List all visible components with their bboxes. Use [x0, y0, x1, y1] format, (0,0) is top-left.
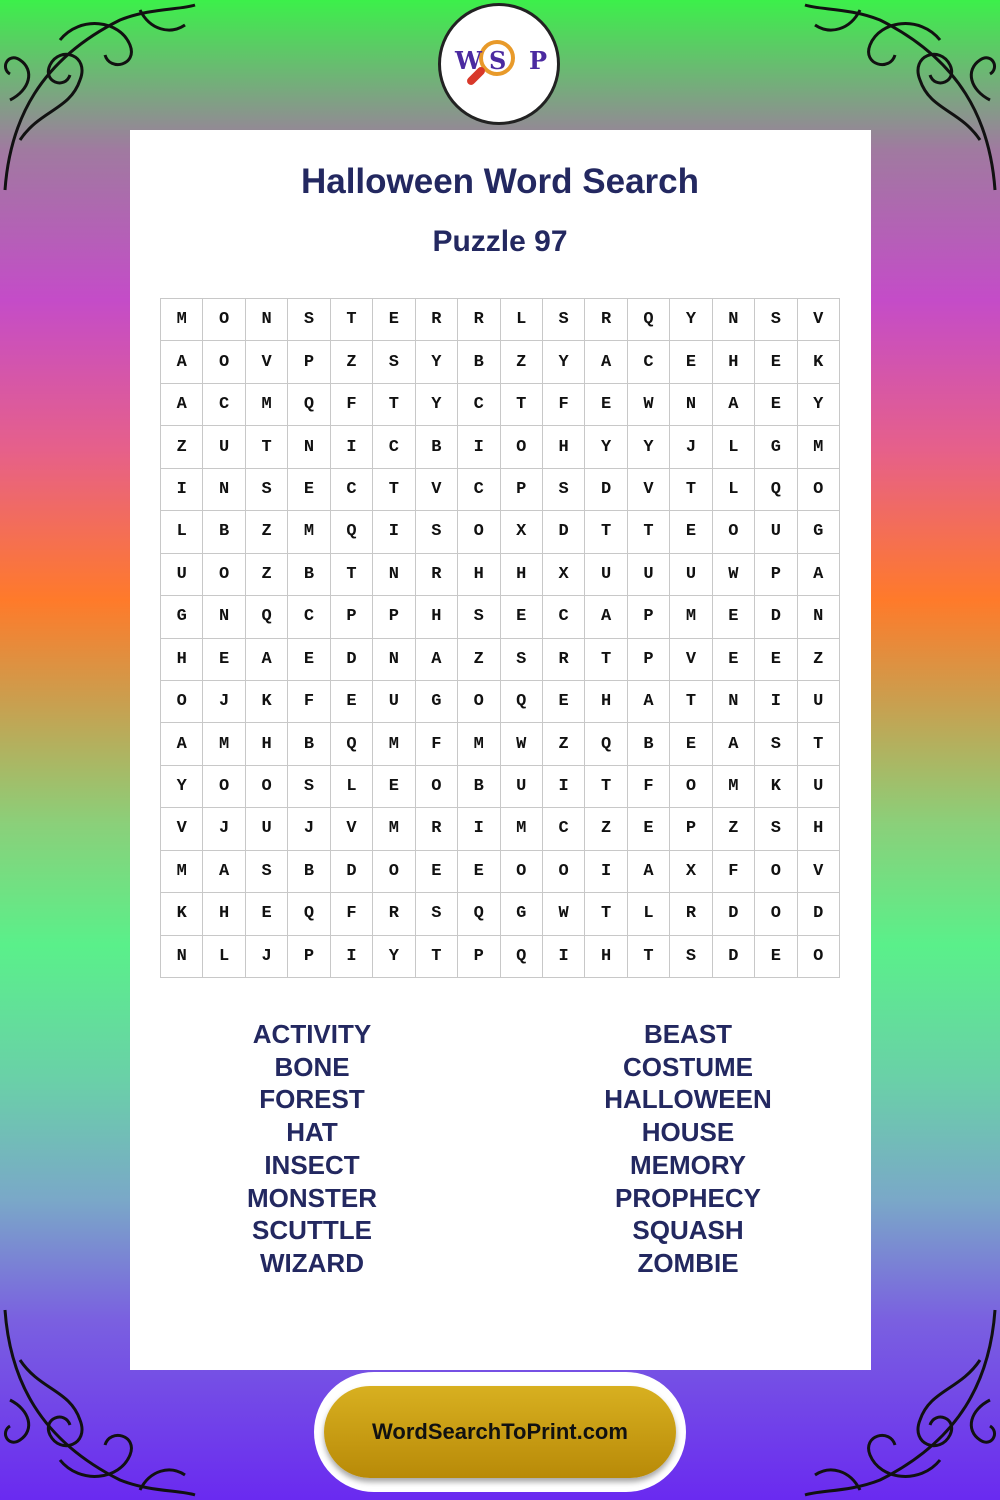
- grid-cell: T: [585, 639, 627, 681]
- grid-cell: G: [161, 596, 203, 638]
- grid-cell: S: [288, 299, 330, 341]
- grid-cell: M: [501, 808, 543, 850]
- word-list-item: MONSTER: [247, 1182, 377, 1213]
- grid-cell: H: [161, 639, 203, 681]
- grid-cell: S: [755, 299, 797, 341]
- grid-cell: R: [416, 554, 458, 596]
- grid-cell: W: [713, 554, 755, 596]
- grid-cell: O: [755, 893, 797, 935]
- word-list-right: [538, 1018, 838, 1280]
- grid-cell: A: [628, 851, 670, 893]
- grid-cell: T: [670, 681, 712, 723]
- grid-cell: Q: [755, 469, 797, 511]
- grid-cell: S: [416, 893, 458, 935]
- grid-cell: N: [161, 936, 203, 978]
- grid-cell: T: [585, 511, 627, 553]
- grid-cell: E: [203, 639, 245, 681]
- word-list-item: MEMORY: [629, 1149, 747, 1180]
- grid-cell: T: [628, 511, 670, 553]
- logo-letter-p: P: [529, 46, 548, 75]
- grid-cell: C: [331, 469, 373, 511]
- grid-cell: Q: [458, 893, 500, 935]
- grid-cell: A: [203, 851, 245, 893]
- grid-cell: U: [585, 554, 627, 596]
- grid-cell: E: [670, 511, 712, 553]
- grid-cell: S: [416, 511, 458, 553]
- grid-cell: L: [713, 469, 755, 511]
- grid-cell: W: [628, 384, 670, 426]
- grid-cell: S: [501, 639, 543, 681]
- grid-cell: M: [288, 511, 330, 553]
- grid-cell: N: [373, 554, 415, 596]
- grid-cell: F: [713, 851, 755, 893]
- grid-cell: T: [585, 893, 627, 935]
- grid-cell: O: [203, 299, 245, 341]
- grid-cell: P: [628, 596, 670, 638]
- grid-cell: E: [628, 808, 670, 850]
- grid-cell: O: [798, 936, 840, 978]
- grid-cell: Q: [288, 893, 330, 935]
- grid-cell: C: [203, 384, 245, 426]
- grid-cell: K: [246, 681, 288, 723]
- grid-cell: R: [416, 808, 458, 850]
- grid-cell: T: [246, 426, 288, 468]
- grid-cell: H: [458, 554, 500, 596]
- grid-cell: B: [458, 341, 500, 383]
- grid-cell: Q: [585, 723, 627, 765]
- grid-cell: X: [670, 851, 712, 893]
- grid-cell: L: [501, 299, 543, 341]
- grid-cell: B: [416, 426, 458, 468]
- website-link-button[interactable]: [324, 1386, 676, 1478]
- grid-cell: L: [203, 936, 245, 978]
- grid-cell: A: [585, 341, 627, 383]
- grid-cell: H: [416, 596, 458, 638]
- grid-cell: U: [628, 554, 670, 596]
- grid-cell: C: [543, 596, 585, 638]
- word-list-item: INSECT: [264, 1149, 360, 1180]
- grid-cell: S: [543, 469, 585, 511]
- grid-cell: O: [798, 469, 840, 511]
- word-list-left: [162, 1018, 462, 1280]
- site-logo: [438, 3, 560, 125]
- grid-cell: D: [713, 936, 755, 978]
- grid-cell: O: [416, 766, 458, 808]
- grid-cell: C: [373, 426, 415, 468]
- grid-cell: M: [373, 723, 415, 765]
- grid-cell: L: [628, 893, 670, 935]
- grid-cell: Q: [501, 936, 543, 978]
- grid-cell: V: [331, 808, 373, 850]
- grid-cell: U: [246, 808, 288, 850]
- grid-cell: T: [373, 469, 415, 511]
- grid-cell: E: [373, 299, 415, 341]
- grid-cell: P: [458, 936, 500, 978]
- grid-cell: N: [670, 384, 712, 426]
- grid-cell: A: [416, 639, 458, 681]
- grid-cell: P: [288, 341, 330, 383]
- grid-cell: H: [246, 723, 288, 765]
- grid-cell: O: [203, 766, 245, 808]
- grid-cell: H: [798, 808, 840, 850]
- grid-cell: M: [713, 766, 755, 808]
- grid-cell: R: [458, 299, 500, 341]
- grid-cell: F: [628, 766, 670, 808]
- grid-cell: E: [713, 639, 755, 681]
- grid-cell: Z: [713, 808, 755, 850]
- grid-cell: I: [373, 511, 415, 553]
- grid-cell: O: [246, 766, 288, 808]
- grid-cell: T: [585, 766, 627, 808]
- logo-mark: [449, 34, 549, 94]
- grid-cell: G: [416, 681, 458, 723]
- grid-cell: D: [543, 511, 585, 553]
- grid-cell: U: [203, 426, 245, 468]
- grid-cell: Z: [246, 554, 288, 596]
- grid-cell: M: [458, 723, 500, 765]
- grid-cell: M: [246, 384, 288, 426]
- word-list-item: WIZARD: [260, 1247, 364, 1278]
- word-list-item: ACTIVITY: [252, 1019, 372, 1049]
- grid-cell: N: [288, 426, 330, 468]
- grid-cell: S: [543, 299, 585, 341]
- grid-cell: Y: [628, 426, 670, 468]
- grid-cell: Z: [246, 511, 288, 553]
- grid-cell: B: [288, 723, 330, 765]
- grid-cell: R: [585, 299, 627, 341]
- grid-cell: U: [670, 554, 712, 596]
- logo-letter-s: S: [489, 46, 507, 75]
- grid-cell: B: [288, 851, 330, 893]
- grid-cell: Y: [585, 426, 627, 468]
- word-list-item: SCUTTLE: [252, 1215, 372, 1246]
- grid-cell: A: [798, 554, 840, 596]
- grid-cell: E: [288, 469, 330, 511]
- grid-cell: I: [458, 808, 500, 850]
- grid-cell: F: [331, 384, 373, 426]
- word-list-item: COSTUME: [623, 1051, 753, 1082]
- grid-cell: N: [246, 299, 288, 341]
- grid-cell: O: [203, 554, 245, 596]
- grid-cell: P: [373, 596, 415, 638]
- grid-cell: X: [501, 511, 543, 553]
- grid-cell: J: [203, 808, 245, 850]
- page-title: Halloween Word Search: [300, 162, 700, 201]
- grid-cell: N: [713, 681, 755, 723]
- grid-cell: O: [755, 851, 797, 893]
- grid-cell: H: [501, 554, 543, 596]
- grid-cell: M: [798, 426, 840, 468]
- grid-cell: A: [585, 596, 627, 638]
- grid-cell: Q: [501, 681, 543, 723]
- grid-cell: Y: [670, 299, 712, 341]
- grid-cell: L: [331, 766, 373, 808]
- grid-cell: H: [585, 936, 627, 978]
- grid-cell: D: [798, 893, 840, 935]
- grid-cell: E: [755, 384, 797, 426]
- grid-cell: B: [628, 723, 670, 765]
- grid-cell: E: [755, 639, 797, 681]
- grid-cell: P: [501, 469, 543, 511]
- grid-cell: Q: [331, 511, 373, 553]
- grid-cell: K: [161, 893, 203, 935]
- grid-cell: E: [670, 723, 712, 765]
- grid-cell: Z: [585, 808, 627, 850]
- grid-cell: D: [585, 469, 627, 511]
- grid-cell: N: [203, 596, 245, 638]
- grid-cell: Q: [628, 299, 670, 341]
- grid-cell: O: [458, 681, 500, 723]
- grid-cell: K: [798, 341, 840, 383]
- grid-cell: V: [161, 808, 203, 850]
- grid-cell: Z: [798, 639, 840, 681]
- grid-cell: V: [628, 469, 670, 511]
- grid-cell: E: [246, 893, 288, 935]
- grid-cell: Q: [288, 384, 330, 426]
- grid-cell: U: [161, 554, 203, 596]
- grid-cell: O: [670, 766, 712, 808]
- grid-cell: K: [755, 766, 797, 808]
- grid-cell: H: [585, 681, 627, 723]
- grid-cell: M: [203, 723, 245, 765]
- word-list-item: BEAST: [643, 1019, 733, 1049]
- grid-cell: I: [161, 469, 203, 511]
- grid-cell: B: [458, 766, 500, 808]
- grid-cell: R: [543, 639, 585, 681]
- grid-cell: Z: [501, 341, 543, 383]
- grid-cell: G: [755, 426, 797, 468]
- grid-cell: Y: [416, 341, 458, 383]
- grid-cell: C: [543, 808, 585, 850]
- grid-cell: A: [161, 384, 203, 426]
- grid-cell: J: [288, 808, 330, 850]
- grid-cell: E: [670, 341, 712, 383]
- grid-cell: I: [585, 851, 627, 893]
- grid-cell: Z: [543, 723, 585, 765]
- grid-cell: Y: [373, 936, 415, 978]
- word-list-item: FOREST: [259, 1084, 365, 1115]
- grid-cell: I: [543, 766, 585, 808]
- grid-cell: H: [713, 341, 755, 383]
- grid-cell: E: [501, 596, 543, 638]
- word-list-item: PROPHECY: [615, 1182, 761, 1213]
- grid-cell: L: [713, 426, 755, 468]
- grid-cell: I: [331, 936, 373, 978]
- puzzle-number: Puzzle 97: [432, 225, 568, 258]
- word-list-item: HOUSE: [641, 1117, 735, 1148]
- grid-cell: D: [331, 639, 373, 681]
- grid-cell: S: [288, 766, 330, 808]
- grid-cell: M: [373, 808, 415, 850]
- grid-cell: W: [501, 723, 543, 765]
- grid-cell: V: [246, 341, 288, 383]
- grid-cell: Z: [458, 639, 500, 681]
- grid-cell: V: [416, 469, 458, 511]
- grid-cell: E: [331, 681, 373, 723]
- grid-cell: P: [628, 639, 670, 681]
- grid-cell: V: [798, 299, 840, 341]
- grid-cell: O: [458, 511, 500, 553]
- website-link-label: WordSearchToPrint.com: [372, 1419, 628, 1444]
- word-list-item: HALLOWEEN: [604, 1084, 772, 1115]
- grid-cell: Q: [331, 723, 373, 765]
- grid-cell: O: [713, 511, 755, 553]
- grid-cell: F: [331, 893, 373, 935]
- grid-cell: L: [161, 511, 203, 553]
- grid-cell: I: [755, 681, 797, 723]
- grid-cell: C: [458, 384, 500, 426]
- grid-cell: F: [416, 723, 458, 765]
- grid-cell: Y: [798, 384, 840, 426]
- grid-cell: E: [416, 851, 458, 893]
- letter-grid: [160, 298, 840, 978]
- grid-cell: U: [798, 766, 840, 808]
- grid-cell: I: [458, 426, 500, 468]
- grid-cell: I: [331, 426, 373, 468]
- grid-cell: O: [501, 426, 543, 468]
- grid-cell: Y: [543, 341, 585, 383]
- grid-cell: S: [755, 723, 797, 765]
- grid-cell: T: [331, 299, 373, 341]
- grid-cell: A: [161, 723, 203, 765]
- grid-cell: T: [373, 384, 415, 426]
- grid-cell: M: [670, 596, 712, 638]
- grid-cell: O: [501, 851, 543, 893]
- word-list-item: SQUASH: [632, 1215, 744, 1246]
- grid-cell: D: [713, 893, 755, 935]
- grid-cell: B: [203, 511, 245, 553]
- grid-cell: G: [501, 893, 543, 935]
- grid-cell: S: [246, 851, 288, 893]
- grid-cell: Y: [161, 766, 203, 808]
- grid-cell: N: [373, 639, 415, 681]
- grid-cell: H: [543, 426, 585, 468]
- grid-cell: Y: [416, 384, 458, 426]
- word-list-item: ZOMBIE: [637, 1247, 739, 1278]
- grid-cell: A: [161, 341, 203, 383]
- grid-cell: D: [755, 596, 797, 638]
- grid-cell: S: [670, 936, 712, 978]
- grid-cell: N: [203, 469, 245, 511]
- grid-cell: V: [798, 851, 840, 893]
- grid-cell: O: [543, 851, 585, 893]
- grid-cell: S: [373, 341, 415, 383]
- grid-cell: N: [713, 299, 755, 341]
- grid-cell: F: [288, 681, 330, 723]
- grid-cell: W: [543, 893, 585, 935]
- grid-cell: T: [670, 469, 712, 511]
- grid-cell: E: [755, 936, 797, 978]
- grid-cell: V: [670, 639, 712, 681]
- grid-cell: B: [288, 554, 330, 596]
- grid-cell: P: [288, 936, 330, 978]
- logo-letter-w: W: [455, 46, 482, 75]
- word-list-item: HAT: [286, 1117, 338, 1148]
- grid-cell: U: [755, 511, 797, 553]
- grid-cell: T: [331, 554, 373, 596]
- grid-cell: E: [543, 681, 585, 723]
- grid-cell: P: [755, 554, 797, 596]
- grid-cell: A: [713, 723, 755, 765]
- grid-cell: T: [628, 936, 670, 978]
- grid-cell: H: [203, 893, 245, 935]
- grid-cell: U: [798, 681, 840, 723]
- grid-cell: J: [670, 426, 712, 468]
- grid-cell: F: [543, 384, 585, 426]
- grid-cell: N: [798, 596, 840, 638]
- grid-cell: I: [543, 936, 585, 978]
- grid-cell: O: [373, 851, 415, 893]
- grid-cell: S: [458, 596, 500, 638]
- grid-cell: R: [416, 299, 458, 341]
- grid-cell: S: [755, 808, 797, 850]
- grid-cell: U: [373, 681, 415, 723]
- grid-cell: E: [373, 766, 415, 808]
- grid-cell: E: [288, 639, 330, 681]
- grid-cell: C: [288, 596, 330, 638]
- grid-cell: P: [331, 596, 373, 638]
- grid-cell: E: [755, 341, 797, 383]
- grid-cell: Z: [161, 426, 203, 468]
- grid-cell: E: [713, 596, 755, 638]
- grid-cell: M: [161, 851, 203, 893]
- grid-cell: R: [670, 893, 712, 935]
- grid-cell: O: [203, 341, 245, 383]
- grid-cell: P: [670, 808, 712, 850]
- grid-cell: J: [203, 681, 245, 723]
- grid-cell: Z: [331, 341, 373, 383]
- grid-cell: J: [246, 936, 288, 978]
- grid-cell: M: [161, 299, 203, 341]
- grid-cell: T: [416, 936, 458, 978]
- grid-cell: X: [543, 554, 585, 596]
- grid-cell: S: [246, 469, 288, 511]
- grid-cell: E: [585, 384, 627, 426]
- grid-cell: E: [458, 851, 500, 893]
- grid-cell: A: [246, 639, 288, 681]
- grid-cell: G: [798, 511, 840, 553]
- grid-cell: D: [331, 851, 373, 893]
- grid-cell: Q: [246, 596, 288, 638]
- grid-cell: C: [628, 341, 670, 383]
- grid-cell: R: [373, 893, 415, 935]
- grid-cell: T: [501, 384, 543, 426]
- grid-cell: O: [161, 681, 203, 723]
- grid-cell: A: [713, 384, 755, 426]
- grid-cell: T: [798, 723, 840, 765]
- grid-cell: A: [628, 681, 670, 723]
- grid-cell: U: [501, 766, 543, 808]
- word-list-item: BONE: [274, 1051, 350, 1082]
- grid-cell: C: [458, 469, 500, 511]
